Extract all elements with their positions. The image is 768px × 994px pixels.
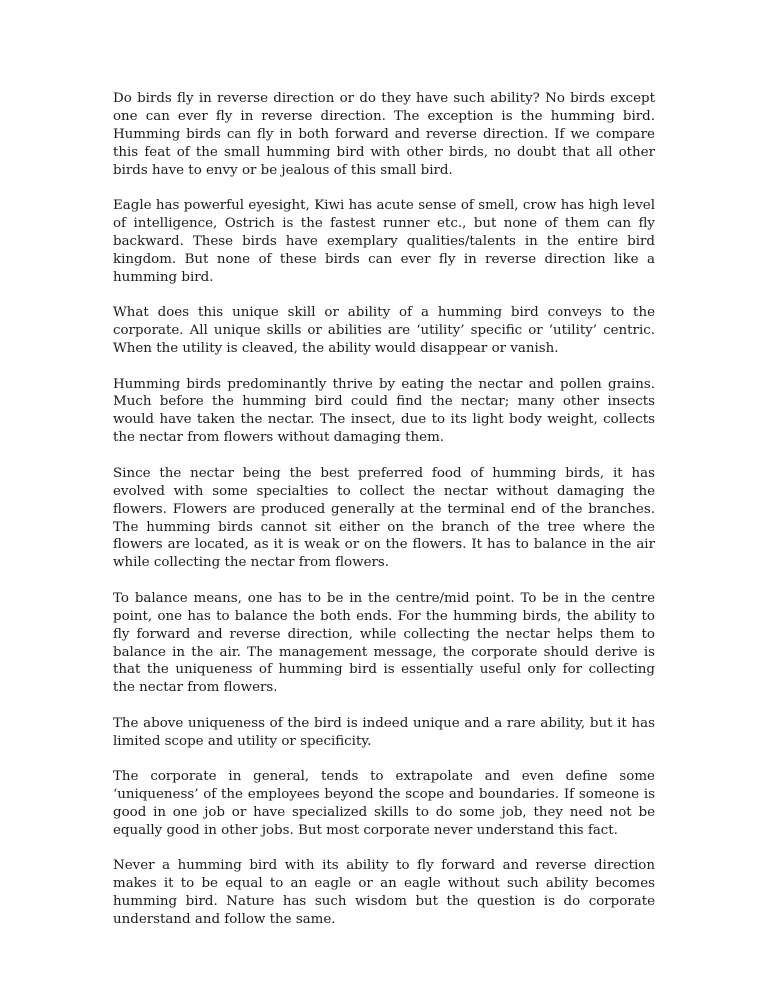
paragraph-2: Eagle has powerful eyesight, Kiwi has acute sense of smell, crow has high level of intelligence, Ostrich is the fastest runner etc., but none of them can fly backward. These birds have exemplary qualities/talents in the entire bird kingdom. But none of these birds can ever fly in reverse direction like a humming bird. [113, 198, 655, 285]
paragraph-3: What does this unique skill or ability of a humming bird conveys to the corporate. All unique skills or abilities are ‘utility’ specific or ‘utility’ centric. When the utility is cleaved, the ability would disappear or vanish. [113, 305, 655, 357]
paragraph-1: Do birds fly in reverse direction or do they have such ability? No birds except one can ever fly in reverse direction. The exception is the humming bird. Humming birds can fly in both forward and reverse direction. If we compare this feat of the small humming bird with other birds, no doubt that all other birds have to envy or be jealous of this small bird. [113, 91, 655, 178]
document-page [113, 90, 655, 947]
paragraph-5: Since the nectar being the best preferred food of humming birds, it has evolved with some specialties to collect the nectar without damaging the flowers. Flowers are produced generally at the terminal end of the branches. The humming birds cannot sit either on the branch of the tree where the flowers are located, as it is weak or on the flowers. It has to balance in the air while collecting the nectar from flowers. [113, 465, 655, 571]
paragraph-6: To balance means, one has to be in the centre/mid point. To be in the centre point, one has to balance the both ends. For the humming birds, the ability to fly forward and reverse direction, while collecting the nectar helps them to balance in the air. The management message, the corporate should derive is that the uniqueness of humming bird is essentially useful only for collecting the nectar from flowers. [113, 590, 655, 696]
paragraph-7: The above uniqueness of the bird is indeed unique and a rare ability, but it has limited scope and utility or specificity. [113, 715, 655, 749]
paragraph-8: The corporate in general, tends to extrapolate and even define some ‘uniqueness’ of the employees beyond the scope and boundaries. If someone is good in one job or have specialized skills to do some job, they need not be equally good in other jobs. But most corporate never understand this fact. [113, 769, 655, 838]
paragraph-9: Never a humming bird with its ability to fly forward and reverse direction makes it to be equal to an eagle or an eagle without such ability becomes humming bird. Nature has such wisdom but the question is do corporate understand and follow the same. [113, 858, 655, 928]
paragraph-4: Humming birds predominantly thrive by eating the nectar and pollen grains. Much before the humming bird could find the nectar; many other insects would have taken the nectar. The insect, due to its light body weight, collects the nectar from flowers without damaging them. [113, 376, 655, 446]
